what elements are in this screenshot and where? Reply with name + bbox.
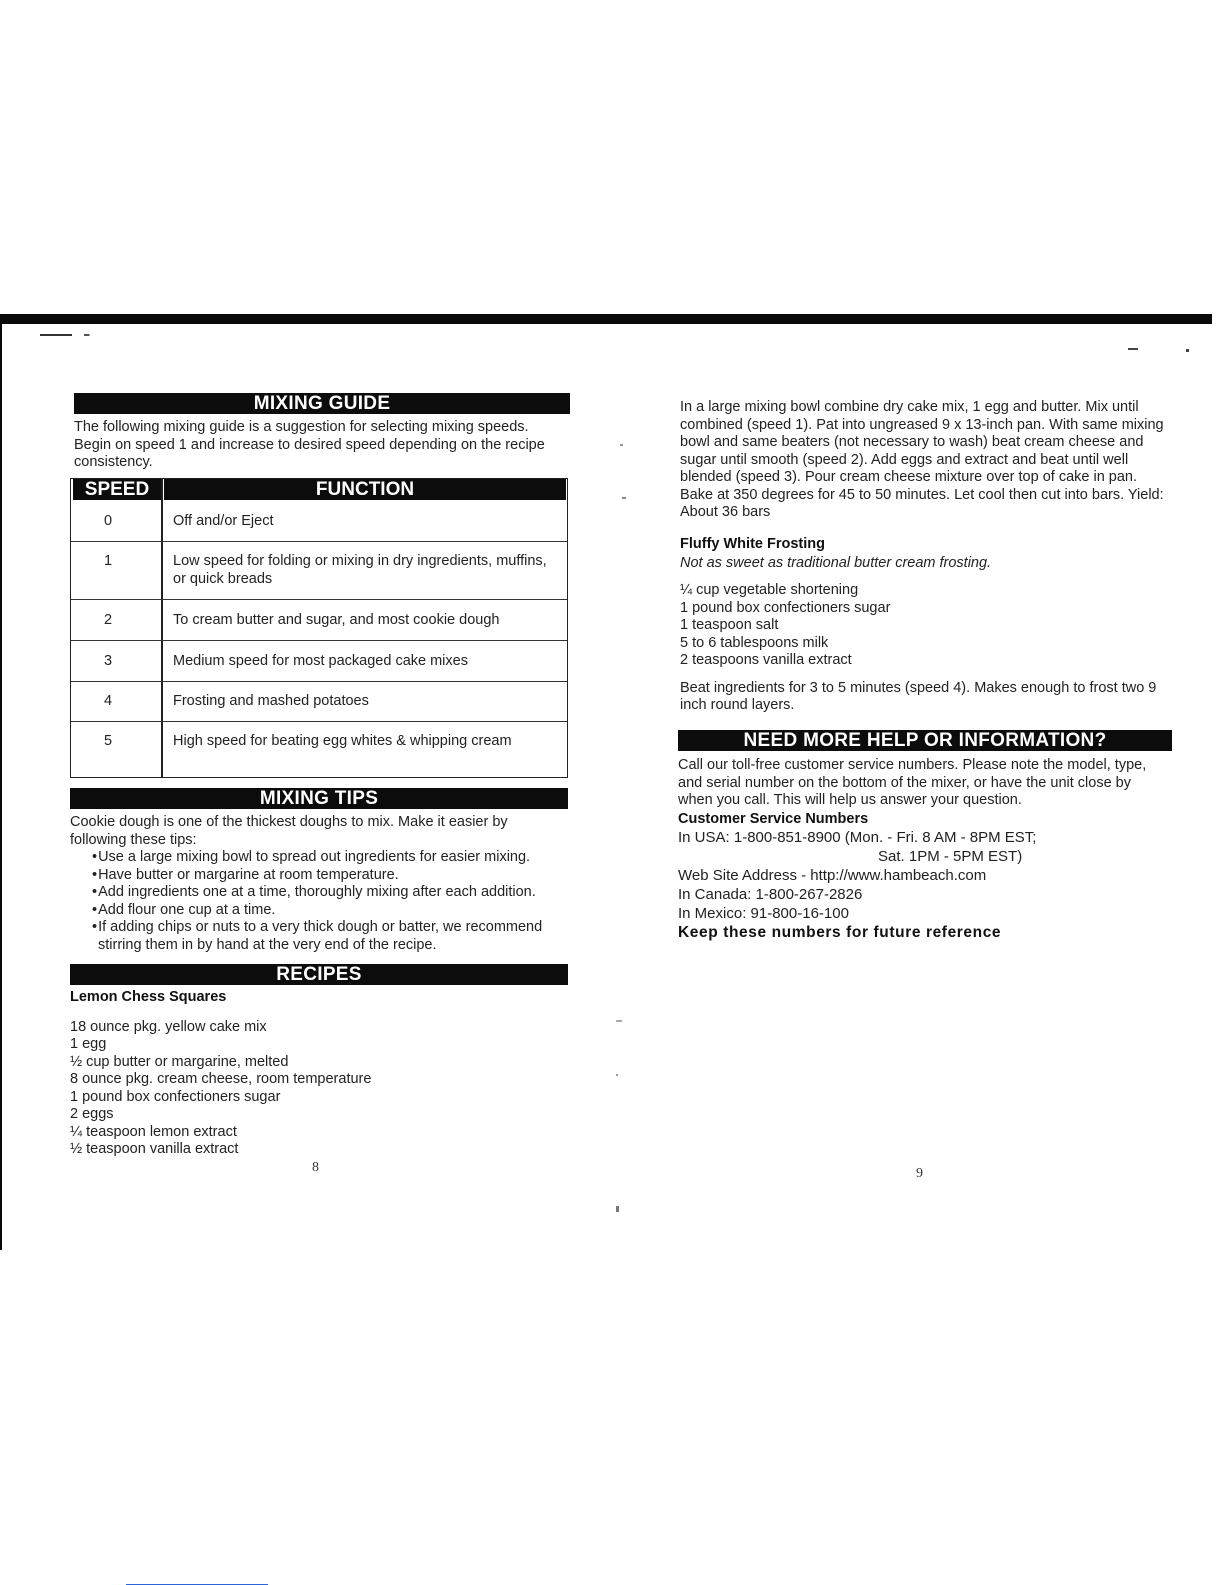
mexico-phone: In Mexico: 91-800-16-100 [678,905,849,922]
function-text: Off and/or Eject [173,513,274,529]
list-item: 1 pound box confectioners sugar [70,1088,281,1105]
recipe-title: Fluffy White Frosting [680,536,825,552]
recipes-heading: RECIPES [70,964,568,985]
row-divider [71,599,567,600]
scan-mark [40,334,120,336]
mixing-guide-section [74,393,570,472]
list-item: 1 egg [70,1036,107,1052]
scan-top-border [0,314,1212,324]
row-divider [71,721,567,722]
ingredient-list [680,582,1164,670]
scan-mark [616,1206,619,1212]
list-item: 1 teaspoon salt [680,617,779,633]
scan-mark [616,1074,618,1076]
function-text: To cream butter and sugar, and most cookie dough [173,612,500,628]
usa-phone-line: In USA: 1-800-851-8900 (Mon. - Fri. 8 AM - 8PM EST; [678,829,1037,846]
scan-mark [622,497,626,499]
scan-mark [620,444,623,446]
mixing-tips-section [70,788,568,954]
scan-mark [1186,349,1189,352]
recipe-title: Lemon Chess Squares [70,989,227,1005]
recipes-section [70,964,568,1159]
list-item: • Use a large mixing bowl to spread out ingredients for easier mixing. [78,849,566,867]
lemon-chess-directions [680,399,1164,522]
help-intro: Call our toll-free customer service numbers. Please note the model, type, and serial number on the bottom of the mixer, or have the unit close by when you call. This will help us answer your question. [678,757,1147,808]
speed-value: 1 [103,553,113,569]
list-item: ¼ teaspoon lemon extract [70,1123,237,1140]
keep-numbers-note: Keep these numbers for future reference [678,924,1002,941]
function-column-header: FUNCTION [164,479,566,500]
list-item: 2 eggs [70,1106,114,1122]
list-item: 1 pound box confectioners sugar [680,599,891,616]
speed-value: 3 [103,653,113,669]
function-text: Medium speed for most packaged cake mixes [173,653,468,669]
list-item: 2 teaspoons vanilla extract [680,652,852,668]
recipe-directions: In a large mixing bowl combine dry cake mix, 1 egg and butter. Mix until combined (speed 1). Pat into ungreased 9 x 13-inch pan. With same mixing bowl and same beaters (not necessary to wash) beat cream cheese and sugar until smooth (speed 2). Add eggs and extract and beat until well blended (speed 3). Pour cream cheese mixture over top of cake in pan. Bake at 350 degrees for 45 to 50 minutes. Let cool then cut into bars. Yield: About 36 bars [680,399,1164,520]
web-address: Web Site Address - http://www.hambeach.com [678,867,987,884]
list-item: 18 ounce pkg. yellow cake mix [70,1018,267,1035]
list-item: 5 to 6 tablespoons milk [680,634,829,651]
function-text: High speed for beating egg whites & whipping cream [173,733,512,749]
speed-value: 5 [103,733,113,749]
mixing-guide-intro: The following mixing guide is a suggestion for selecting mixing speeds. Begin on speed 1 and increase to desired speed depending on the recipe consistency. [74,419,545,470]
list-item: • Add ingredients one at a time, thoroughly mixing after each addition. [78,884,566,902]
help-heading: NEED MORE HELP OR INFORMATION? [678,730,1172,751]
scan-mark [616,1020,622,1022]
recipe-subtitle: Not as sweet as traditional butter cream frosting. [680,554,992,571]
list-item: ¼ cup vegetable shortening [680,582,859,598]
list-item: • If adding chips or nuts to a very thick dough or batter, we recommend stirring them in by hand at the very end of the recipe. [78,919,566,954]
canada-phone: In Canada: 1-800-267-2826 [678,886,863,903]
page-number-right: 9 [916,1166,923,1181]
mixing-tips-intro: Cookie dough is one of the thickest doughs to mix. Make it easier by following these tips: [70,814,508,848]
frosting-recipe [680,536,1164,715]
speed-value: 2 [103,612,113,628]
speed-value: 0 [103,513,113,529]
function-text: Frosting and mashed potatoes [173,693,369,709]
list-item: ½ teaspoon vanilla extract [70,1141,239,1157]
scan-mark [1128,348,1138,350]
ingredient-list [70,1019,568,1159]
column-divider [161,479,163,777]
function-text: Low speed for folding or mixing in dry ingredients, muffins, or quick breads [173,553,547,587]
scan-left-border [0,324,2,1250]
list-item: 8 ounce pkg. cream cheese, room temperature [70,1071,372,1087]
recipe-directions: Beat ingredients for 3 to 5 minutes (speed 4). Makes enough to frost two 9 inch round layers. [680,679,1157,713]
customer-service-heading: Customer Service Numbers [678,810,869,827]
speed-table [70,478,568,778]
list-item: ½ cup butter or margarine, melted [70,1053,289,1070]
help-section [678,730,1172,942]
row-divider [71,541,567,542]
usa-hours-line: Sat. 1PM - 5PM EST) [878,848,1023,865]
row-divider [71,681,567,682]
mixing-tips-heading: MIXING TIPS [70,788,568,809]
speed-value: 4 [103,693,113,709]
list-item: • Have butter or margarine at room temperature. [78,867,566,885]
list-item: • Add flour one cup at a time. [78,902,566,920]
tips-list [78,849,566,954]
speed-column-header: SPEED [73,479,161,500]
page-number-left: 8 [312,1160,319,1175]
row-divider [71,640,567,641]
mixing-guide-heading: MIXING GUIDE [74,393,570,414]
